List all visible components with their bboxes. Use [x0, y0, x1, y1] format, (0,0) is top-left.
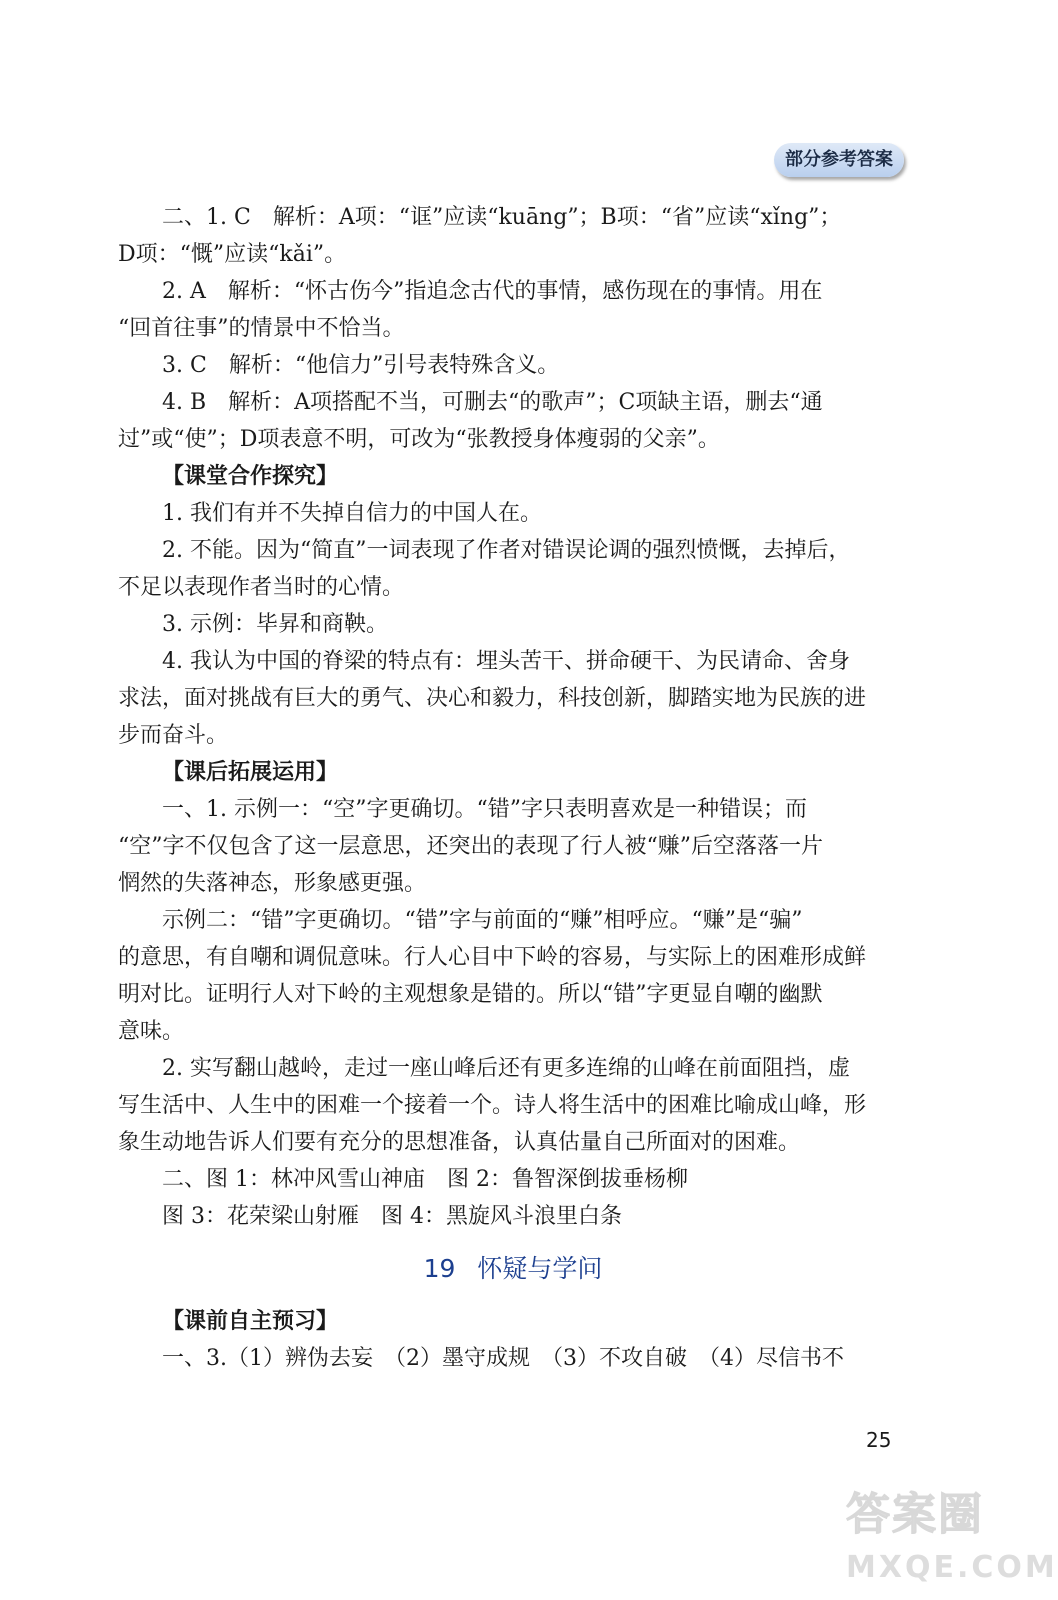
- answer-line: 的意思，有自嘲和调侃意味。行人心目中下岭的容易，与实际上的困难形成鲜: [118, 945, 867, 970]
- answer-line: 1. 我们有并不失掉自信力的中国人在。: [162, 501, 542, 526]
- answer-line: 一、3.（1）辨伪去妄 （2）墨守成规 （3）不攻自破 （4）尽信书不: [162, 1346, 844, 1371]
- watermark-logo: [846, 1478, 1058, 1596]
- answer-line: 象生动地告诉人们要有充分的思想准备，认真估量自己所面对的困难。: [118, 1130, 801, 1155]
- section-title: [118, 1243, 908, 1295]
- watermark-main: 答案圈: [846, 1489, 984, 1540]
- answer-line: 2. 实写翻山越岭，走过一座山峰后还有更多连绵的山峰在前面阻挡，虚: [162, 1056, 850, 1081]
- section-name: 怀疑与学问: [477, 1254, 603, 1283]
- answer-line: 图 3：花荣梁山射雁 图 4：黑旋风斗浪里白条: [162, 1204, 622, 1229]
- answer-line: 二、1. C 解析：A项：“诓”应读“kuāng”；B项：“省”应读“xǐng”；: [162, 205, 842, 230]
- heading-ketang: 【课堂合作探究】: [162, 463, 339, 489]
- answer-line: 求法，面对挑战有巨大的勇气、决心和毅力，科技创新，脚踏实地为民族的进: [118, 686, 867, 711]
- watermark-url: MXQE.COM: [846, 1550, 1058, 1585]
- heading-kehou: 【课后拓展运用】: [162, 759, 339, 785]
- answer-line: 写生活中、人生中的困难一个接着一个。诗人将生活中的困难比喻成山峰，形: [118, 1093, 867, 1118]
- heading-kechian: 【课前自主预习】: [162, 1308, 339, 1334]
- answer-line: 二、图 1：林冲风雪山神庙 图 2：鲁智深倒拔垂杨柳: [162, 1167, 688, 1192]
- answer-line: 4. B 解析：A项搭配不当，可删去“的歌声”；C项缺主语，删去“通: [162, 390, 823, 415]
- page-content: [118, 199, 908, 1377]
- answer-line: 不足以表现作者当时的心情。: [118, 575, 405, 600]
- answer-line: 步而奋斗。: [118, 723, 229, 748]
- answer-line: 3. C 解析：“他信力”引号表特殊含义。: [162, 353, 560, 378]
- answer-line: 意味。: [118, 1019, 185, 1044]
- answer-line: 2. 不能。因为“简直”一词表现了作者对错误论调的强烈愤慨，去掉后，: [162, 538, 851, 563]
- answer-line: 2. A 解析：“怀古伤今”指追念古代的事情，感伤现在的事情。用在: [162, 279, 823, 304]
- answer-line: “空”字不仅包含了这一层意思，还突出的表现了行人被“赚”后空落落一片: [118, 834, 823, 859]
- answer-line: 过”或“使”；D项表意不明，可改为“张教授身体瘦弱的父亲”。: [118, 427, 720, 452]
- section-number: 19: [423, 1254, 456, 1283]
- answer-line: 明对比。证明行人对下岭的主观想象是错的。所以“错”字更显自嘲的幽默: [118, 982, 823, 1007]
- answer-line: D项：“慨”应读“kǎi”。: [118, 242, 347, 267]
- page-number: 25: [866, 1428, 892, 1452]
- answer-line: 4. 我认为中国的脊梁的特点有：埋头苦干、拼命硬干、为民请命、舍身: [162, 649, 850, 674]
- answer-line: 一、1. 示例一：“空”字更确切。“错”字只表明喜欢是一种错误；而: [162, 797, 807, 822]
- answer-section-badge: 部分参考答案: [774, 143, 904, 177]
- answer-line: “回首往事”的情景中不恰当。: [118, 316, 405, 341]
- answer-line: 3. 示例：毕昇和商鞅。: [162, 612, 388, 637]
- answer-line: 示例二：“错”字更确切。“错”字与前面的“赚”相呼应。“赚”是“骗”: [162, 908, 803, 933]
- answer-line: 惘然的失落神态，形象感更强。: [118, 871, 427, 896]
